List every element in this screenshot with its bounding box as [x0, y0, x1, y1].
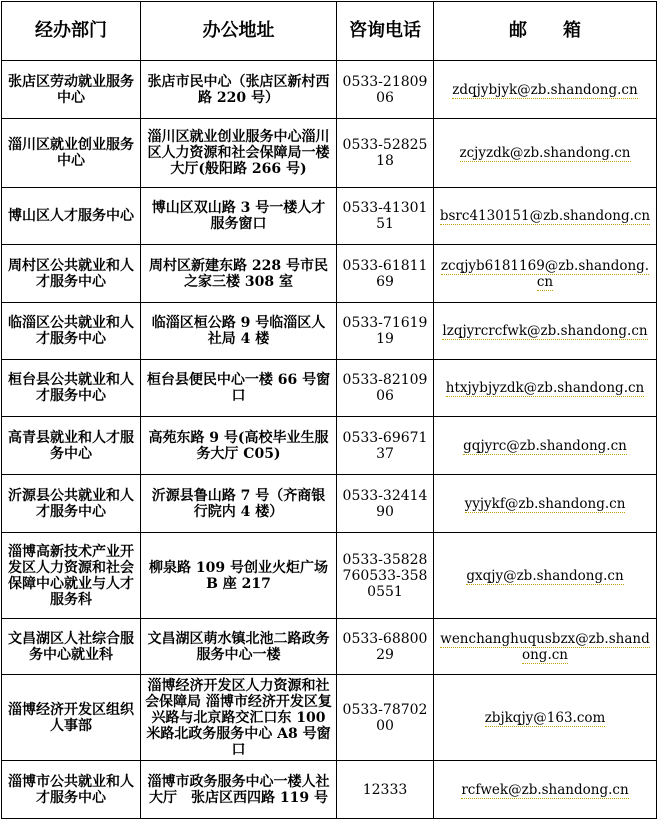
- phone-cell: 0533-4130151: [337, 188, 434, 245]
- table-row: [2, 188, 657, 245]
- header-phone: 咨询电话: [337, 2, 434, 61]
- phone-cell: 0533-6181169: [337, 245, 434, 303]
- address-cell: 周村区新建东路 228 号市民之家三楼 308 室: [141, 245, 337, 303]
- department-cell: 淄川区就业创业服务中心: [2, 119, 141, 188]
- address-cell: 博山区双山路 3 号一楼人才服务窗口: [141, 188, 337, 245]
- table-row: [2, 303, 657, 360]
- table-row: [2, 119, 657, 188]
- email-cell[interactable]: [434, 475, 657, 533]
- department-cell: 临淄区公共就业和人才服务中心: [2, 303, 141, 360]
- header-department: 经办部门: [2, 2, 141, 61]
- phone-cell: 0533-6967137: [337, 417, 434, 475]
- table-header-row: [2, 2, 657, 61]
- email-cell[interactable]: [434, 119, 657, 188]
- email-link[interactable]: zcjyzdk@zb.shandong.cn: [459, 145, 631, 161]
- email-link[interactable]: zbjkqjy@163.com: [484, 709, 606, 726]
- email-cell[interactable]: [434, 533, 657, 619]
- table-row: [2, 245, 657, 303]
- table-row: [2, 475, 657, 533]
- email-link[interactable]: lzqjyrcrcfwk@zb.shandong.cn: [442, 323, 648, 339]
- department-cell: 张店区劳动就业服务中心: [2, 61, 141, 119]
- table-row: [2, 619, 657, 675]
- address-cell: 高苑东路 9 号(高校毕业生服务大厅 C05): [141, 417, 337, 475]
- email-cell[interactable]: [434, 245, 657, 303]
- address-cell: 桓台县便民中心一楼 66 号窗口: [141, 360, 337, 417]
- email-cell[interactable]: [434, 417, 657, 475]
- email-link[interactable]: rcfwek@zb.shandong.cn: [461, 781, 629, 798]
- address-cell: 沂源县鲁山路 7 号（齐商银行院内 4 楼）: [141, 475, 337, 533]
- header-email: 邮 箱: [434, 2, 657, 61]
- table-row: [2, 360, 657, 417]
- employment-office-table: [1, 1, 657, 819]
- department-cell: 博山区人才服务中心: [2, 188, 141, 245]
- email-link[interactable]: gxqjy@zb.shandong.cn: [466, 567, 624, 584]
- table-row: [2, 761, 657, 819]
- address-cell: 柳泉路 109 号创业火炬广场 B 座 217: [141, 533, 337, 619]
- table-row: [2, 61, 657, 119]
- phone-cell: 0533-7161919: [337, 303, 434, 360]
- email-cell[interactable]: [434, 360, 657, 417]
- department-cell: 桓台县公共就业和人才服务中心: [2, 360, 141, 417]
- department-cell: 淄博市公共就业和人才服务中心: [2, 761, 141, 819]
- department-cell: 淄博经济开发区组织人事部: [2, 675, 141, 761]
- email-link[interactable]: zcqjyb6181169@zb.shandong.cn: [440, 257, 650, 290]
- phone-cell: 0533-35828760533-3580551: [337, 533, 434, 619]
- email-cell[interactable]: [434, 619, 657, 675]
- email-cell[interactable]: [434, 61, 657, 119]
- email-cell[interactable]: [434, 761, 657, 819]
- department-cell: 淄博高新技术产业开发区人力资源和社会保障中心就业与人才服务科: [2, 533, 141, 619]
- email-cell[interactable]: [434, 675, 657, 761]
- email-link[interactable]: yyjykf@zb.shandong.cn: [464, 495, 626, 512]
- department-cell: 文昌湖区人社综合服务中心就业科: [2, 619, 141, 675]
- address-cell: 淄博市政务服务中心一楼人社大厅 张店区西四路 119 号: [141, 761, 337, 819]
- address-cell: 临淄区桓公路 9 号临淄区人社局 4 楼: [141, 303, 337, 360]
- department-cell: 周村区公共就业和人才服务中心: [2, 245, 141, 303]
- email-link[interactable]: bsrc4130151@zb.shandong.cn: [439, 208, 651, 224]
- address-cell: 淄川区就业创业服务中心淄川区人力资源和社会保障局一楼大厅(般阳路 266 号): [141, 119, 337, 188]
- department-cell: 高青县就业和人才服务中心: [2, 417, 141, 475]
- phone-cell: 0533-2180906: [337, 61, 434, 119]
- department-cell: 沂源县公共就业和人才服务中心: [2, 475, 141, 533]
- email-cell[interactable]: [434, 188, 657, 245]
- table-row: [2, 675, 657, 761]
- phone-cell: 0533-7870200: [337, 675, 434, 761]
- phone-cell: 0533-3241490: [337, 475, 434, 533]
- phone-cell: 0533-6880029: [337, 619, 434, 675]
- address-cell: 文昌湖区萌水镇北池二路政务服务中心一楼: [141, 619, 337, 675]
- email-link[interactable]: gqjyrc@zb.shandong.cn: [463, 437, 627, 454]
- table-row: [2, 533, 657, 619]
- phone-cell: 0533-5282518: [337, 119, 434, 188]
- address-cell: 张店市民中心（张店区新村西路 220 号）: [141, 61, 337, 119]
- email-link[interactable]: wenchanghuqusbzx@zb.shandong.cn: [440, 630, 650, 663]
- header-address: 办公地址: [141, 2, 337, 61]
- phone-cell: 0533-8210906: [337, 360, 434, 417]
- email-link[interactable]: htxjybjyzdk@zb.shandong.cn: [445, 380, 645, 396]
- phone-cell: 12333: [337, 761, 434, 819]
- address-cell: 淄博经济开发区人力资源和社会保障局 淄博市经济开发区复兴路与北京路交汇口东 100 米路北政务服务中心 A8 号窗口: [141, 675, 337, 761]
- table-row: [2, 417, 657, 475]
- email-link[interactable]: zdqjybjyk@zb.shandong.cn: [452, 81, 638, 98]
- email-cell[interactable]: [434, 303, 657, 360]
